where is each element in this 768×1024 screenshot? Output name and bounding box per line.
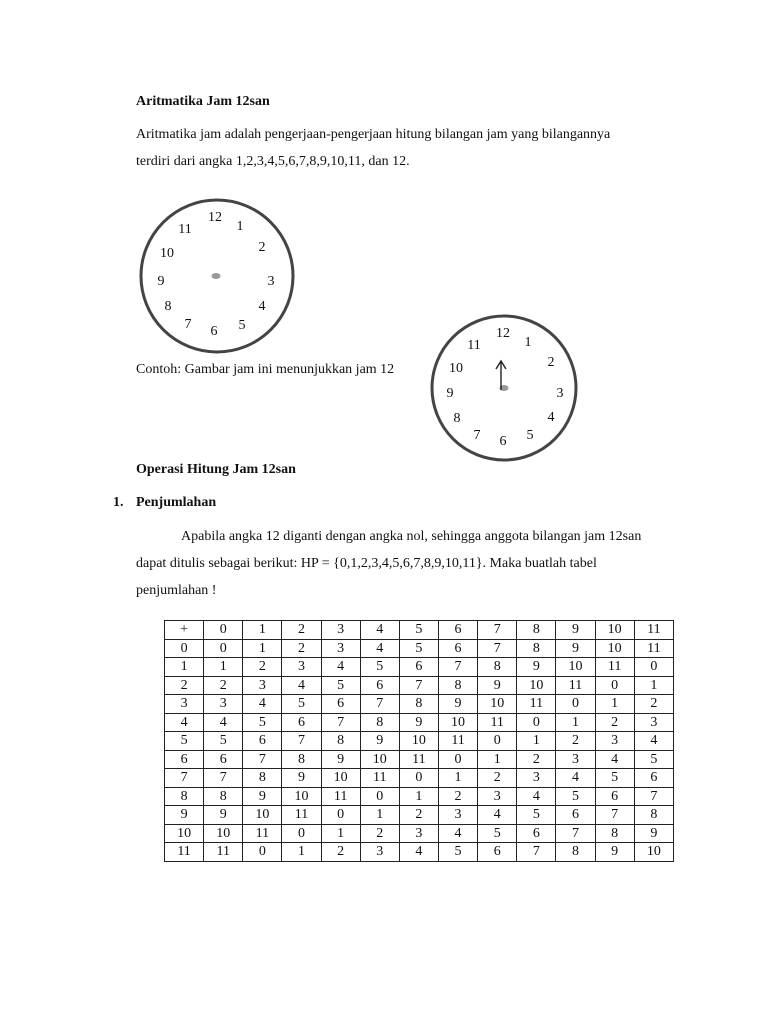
table-cell: 4 xyxy=(360,639,399,658)
clock-number: 6 xyxy=(499,434,507,449)
table-cell: 3 xyxy=(360,843,399,862)
table-cell: 0 xyxy=(282,824,321,843)
subsection-title: Penjumlahan xyxy=(136,495,217,510)
clock-number: 10 xyxy=(160,246,174,261)
table-cell: 9 xyxy=(517,658,556,677)
table-cell: 3 xyxy=(634,713,673,732)
table-cell: 5 xyxy=(595,769,634,788)
table-cell: 5 xyxy=(478,824,517,843)
table-cell: 3 xyxy=(243,676,282,695)
table-cell: 11 xyxy=(556,676,595,695)
paragraph-line-2: dapat ditulis sebagai berikut: HP = {0,1,2,3,4,5,6,7,8,9,10,11}. Maka buatlah tabel xyxy=(136,556,597,571)
table-cell: 1 xyxy=(478,750,517,769)
table-cell: 1 xyxy=(399,787,438,806)
table-cell: 9 xyxy=(204,806,243,825)
table-cell: 4 xyxy=(595,750,634,769)
table-cell: 7 xyxy=(478,621,517,640)
clock-2 xyxy=(430,310,580,464)
table-cell: 2 xyxy=(243,658,282,677)
paragraph-line-3: penjumlahan ! xyxy=(136,583,217,598)
table-cell: 3 xyxy=(321,621,360,640)
table-cell: 3 xyxy=(517,769,556,788)
table-cell: 10 xyxy=(517,676,556,695)
table-cell: 9 xyxy=(556,639,595,658)
table-cell: 4 xyxy=(282,676,321,695)
table-cell: 8 xyxy=(243,769,282,788)
table-cell: 6 xyxy=(478,843,517,862)
table-row xyxy=(165,695,674,714)
table-cell: + xyxy=(165,621,204,640)
table-cell: 7 xyxy=(634,787,673,806)
table-cell: 9 xyxy=(634,824,673,843)
table-cell: 11 xyxy=(204,843,243,862)
table-cell: 11 xyxy=(438,732,477,751)
clock-number: 5 xyxy=(238,318,246,333)
table-cell: 5 xyxy=(556,787,595,806)
page-title: Aritmatika Jam 12san xyxy=(136,94,270,109)
table-cell: 9 xyxy=(243,787,282,806)
table-cell: 8 xyxy=(165,787,204,806)
table-cell: 5 xyxy=(360,658,399,677)
table-cell: 2 xyxy=(478,769,517,788)
table-cell: 0 xyxy=(595,676,634,695)
table-cell: 4 xyxy=(321,658,360,677)
table-cell: 0 xyxy=(204,621,243,640)
table-cell: 6 xyxy=(360,676,399,695)
table-cell: 6 xyxy=(243,732,282,751)
table-row xyxy=(165,639,674,658)
table-cell: 9 xyxy=(556,621,595,640)
table-cell: 8 xyxy=(321,732,360,751)
table-cell: 10 xyxy=(595,621,634,640)
table-cell: 11 xyxy=(243,824,282,843)
table-cell: 2 xyxy=(321,843,360,862)
table-cell: 5 xyxy=(438,843,477,862)
clock-number: 11 xyxy=(467,338,481,353)
table-cell: 8 xyxy=(634,806,673,825)
clock-number: 10 xyxy=(449,361,463,376)
table-cell: 7 xyxy=(360,695,399,714)
table-cell: 0 xyxy=(438,750,477,769)
clock-number: 9 xyxy=(446,386,454,401)
clock-number: 7 xyxy=(184,317,192,332)
table-cell: 8 xyxy=(517,639,556,658)
table-cell: 0 xyxy=(478,732,517,751)
table-cell: 3 xyxy=(165,695,204,714)
clock-number: 2 xyxy=(258,240,266,255)
table-cell: 7 xyxy=(165,769,204,788)
table-cell: 1 xyxy=(243,621,282,640)
table-row xyxy=(165,843,674,862)
table-cell: 11 xyxy=(321,787,360,806)
clock-1 xyxy=(140,196,296,356)
table-cell: 5 xyxy=(399,621,438,640)
table-cell: 4 xyxy=(478,806,517,825)
table-cell: 8 xyxy=(517,621,556,640)
table-cell: 9 xyxy=(165,806,204,825)
clock-number: 4 xyxy=(547,410,555,425)
table-cell: 8 xyxy=(478,658,517,677)
clock-number: 3 xyxy=(267,274,275,289)
table-cell: 7 xyxy=(321,713,360,732)
table-cell: 4 xyxy=(438,824,477,843)
table-cell: 2 xyxy=(517,750,556,769)
table-cell: 10 xyxy=(438,713,477,732)
table-cell: 1 xyxy=(321,824,360,843)
clock-number: 1 xyxy=(524,335,532,350)
table-cell: 6 xyxy=(204,750,243,769)
table-cell: 11 xyxy=(517,695,556,714)
table-cell: 9 xyxy=(360,732,399,751)
table-cell: 4 xyxy=(360,621,399,640)
table-cell: 6 xyxy=(321,695,360,714)
table-cell: 2 xyxy=(595,713,634,732)
table-cell: 1 xyxy=(634,676,673,695)
table-cell: 3 xyxy=(204,695,243,714)
table-cell: 10 xyxy=(399,732,438,751)
table-cell: 1 xyxy=(556,713,595,732)
table-cell: 8 xyxy=(360,713,399,732)
table-cell: 3 xyxy=(321,639,360,658)
table-cell: 10 xyxy=(321,769,360,788)
table-cell: 8 xyxy=(282,750,321,769)
table-cell: 11 xyxy=(282,806,321,825)
table-cell: 10 xyxy=(243,806,282,825)
table-cell: 0 xyxy=(360,787,399,806)
table-header-row xyxy=(165,621,674,640)
clock-number: 7 xyxy=(473,428,481,443)
clock-number: 6 xyxy=(210,324,218,339)
table-cell: 11 xyxy=(399,750,438,769)
table-cell: 3 xyxy=(595,732,634,751)
table-cell: 10 xyxy=(165,824,204,843)
table-cell: 9 xyxy=(595,843,634,862)
table-cell: 4 xyxy=(556,769,595,788)
table-row xyxy=(165,769,674,788)
table-row xyxy=(165,750,674,769)
table-cell: 5 xyxy=(282,695,321,714)
table-cell: 4 xyxy=(634,732,673,751)
table-cell: 11 xyxy=(360,769,399,788)
table-cell: 7 xyxy=(438,658,477,677)
clock-number: 8 xyxy=(164,299,172,314)
table-cell: 7 xyxy=(595,806,634,825)
table-cell: 10 xyxy=(282,787,321,806)
table-cell: 11 xyxy=(478,713,517,732)
table-cell: 6 xyxy=(517,824,556,843)
table-cell: 7 xyxy=(204,769,243,788)
table-cell: 11 xyxy=(634,639,673,658)
table-cell: 6 xyxy=(438,621,477,640)
table-cell: 2 xyxy=(282,621,321,640)
table-cell: 1 xyxy=(243,639,282,658)
table-cell: 3 xyxy=(556,750,595,769)
table-cell: 10 xyxy=(595,639,634,658)
table-cell: 1 xyxy=(595,695,634,714)
table-row xyxy=(165,806,674,825)
table-cell: 0 xyxy=(399,769,438,788)
example-caption: Contoh: Gambar jam ini menunjukkan jam 12 xyxy=(136,362,395,377)
table-cell: 9 xyxy=(478,676,517,695)
table-cell: 1 xyxy=(204,658,243,677)
table-cell: 1 xyxy=(517,732,556,751)
table-cell: 5 xyxy=(204,732,243,751)
table-cell: 3 xyxy=(282,658,321,677)
table-cell: 2 xyxy=(438,787,477,806)
clock-number: 5 xyxy=(526,428,534,443)
table-cell: 10 xyxy=(634,843,673,862)
table-cell: 1 xyxy=(282,843,321,862)
table-cell: 6 xyxy=(165,750,204,769)
table-cell: 5 xyxy=(634,750,673,769)
table-row xyxy=(165,676,674,695)
table-cell: 5 xyxy=(321,676,360,695)
table-cell: 6 xyxy=(634,769,673,788)
table-cell: 6 xyxy=(595,787,634,806)
clock-number: 9 xyxy=(157,274,165,289)
table-cell: 4 xyxy=(517,787,556,806)
table-cell: 6 xyxy=(282,713,321,732)
table-cell: 11 xyxy=(634,621,673,640)
table-cell: 0 xyxy=(321,806,360,825)
table-cell: 1 xyxy=(360,806,399,825)
table-cell: 7 xyxy=(243,750,282,769)
table-cell: 7 xyxy=(556,824,595,843)
intro-line-1: Aritmatika jam adalah pengerjaan-pengerjaan hitung bilangan jam yang bilangannya xyxy=(136,127,611,142)
table-cell: 9 xyxy=(438,695,477,714)
table-cell: 6 xyxy=(399,658,438,677)
table-cell: 2 xyxy=(360,824,399,843)
table-cell: 5 xyxy=(243,713,282,732)
table-cell: 8 xyxy=(399,695,438,714)
section-title: Operasi Hitung Jam 12san xyxy=(136,462,296,477)
table-row xyxy=(165,824,674,843)
table-cell: 6 xyxy=(556,806,595,825)
table-cell: 7 xyxy=(517,843,556,862)
table-cell: 7 xyxy=(478,639,517,658)
table-cell: 5 xyxy=(517,806,556,825)
clock-number: 12 xyxy=(208,210,222,225)
table-cell: 11 xyxy=(165,843,204,862)
table-cell: 0 xyxy=(556,695,595,714)
table-cell: 4 xyxy=(399,843,438,862)
table-cell: 9 xyxy=(399,713,438,732)
paragraph-line-1: Apabila angka 12 diganti dengan angka nol, sehingga anggota bilangan jam 12san xyxy=(181,529,642,544)
table-cell: 8 xyxy=(556,843,595,862)
table-cell: 0 xyxy=(165,639,204,658)
table-cell: 8 xyxy=(204,787,243,806)
table-cell: 0 xyxy=(204,639,243,658)
addition-table xyxy=(164,620,674,862)
table-cell: 10 xyxy=(204,824,243,843)
clock-number: 4 xyxy=(258,299,266,314)
table-cell: 3 xyxy=(478,787,517,806)
table-cell: 7 xyxy=(282,732,321,751)
table-row xyxy=(165,713,674,732)
table-cell: 4 xyxy=(165,713,204,732)
table-cell: 7 xyxy=(399,676,438,695)
table-cell: 1 xyxy=(438,769,477,788)
table-cell: 2 xyxy=(282,639,321,658)
table-cell: 5 xyxy=(399,639,438,658)
table-cell: 2 xyxy=(399,806,438,825)
table-cell: 3 xyxy=(438,806,477,825)
table-cell: 2 xyxy=(556,732,595,751)
clock-number: 3 xyxy=(556,386,564,401)
table-cell: 8 xyxy=(438,676,477,695)
table-cell: 2 xyxy=(634,695,673,714)
table-cell: 5 xyxy=(165,732,204,751)
clock-number: 11 xyxy=(178,222,192,237)
list-number: 1. xyxy=(113,495,124,510)
clock-number: 8 xyxy=(453,411,461,426)
table-cell: 10 xyxy=(360,750,399,769)
table-cell: 0 xyxy=(634,658,673,677)
table-cell: 1 xyxy=(165,658,204,677)
intro-line-2: terdiri dari angka 1,2,3,4,5,6,7,8,9,10,11, dan 12. xyxy=(136,154,410,169)
table-cell: 4 xyxy=(243,695,282,714)
table-cell: 6 xyxy=(438,639,477,658)
clock-number: 12 xyxy=(496,326,510,341)
table-row xyxy=(165,732,674,751)
table-cell: 10 xyxy=(478,695,517,714)
table-cell: 2 xyxy=(165,676,204,695)
table-cell: 4 xyxy=(204,713,243,732)
table-cell: 9 xyxy=(321,750,360,769)
table-cell: 10 xyxy=(556,658,595,677)
table-cell: 11 xyxy=(595,658,634,677)
table-cell: 0 xyxy=(243,843,282,862)
clock-number: 2 xyxy=(547,355,555,370)
table-cell: 2 xyxy=(204,676,243,695)
table-cell: 8 xyxy=(595,824,634,843)
table-row xyxy=(165,787,674,806)
table-row xyxy=(165,658,674,677)
table-cell: 0 xyxy=(517,713,556,732)
table-cell: 3 xyxy=(399,824,438,843)
table-cell: 9 xyxy=(282,769,321,788)
clock-number: 1 xyxy=(236,219,244,234)
